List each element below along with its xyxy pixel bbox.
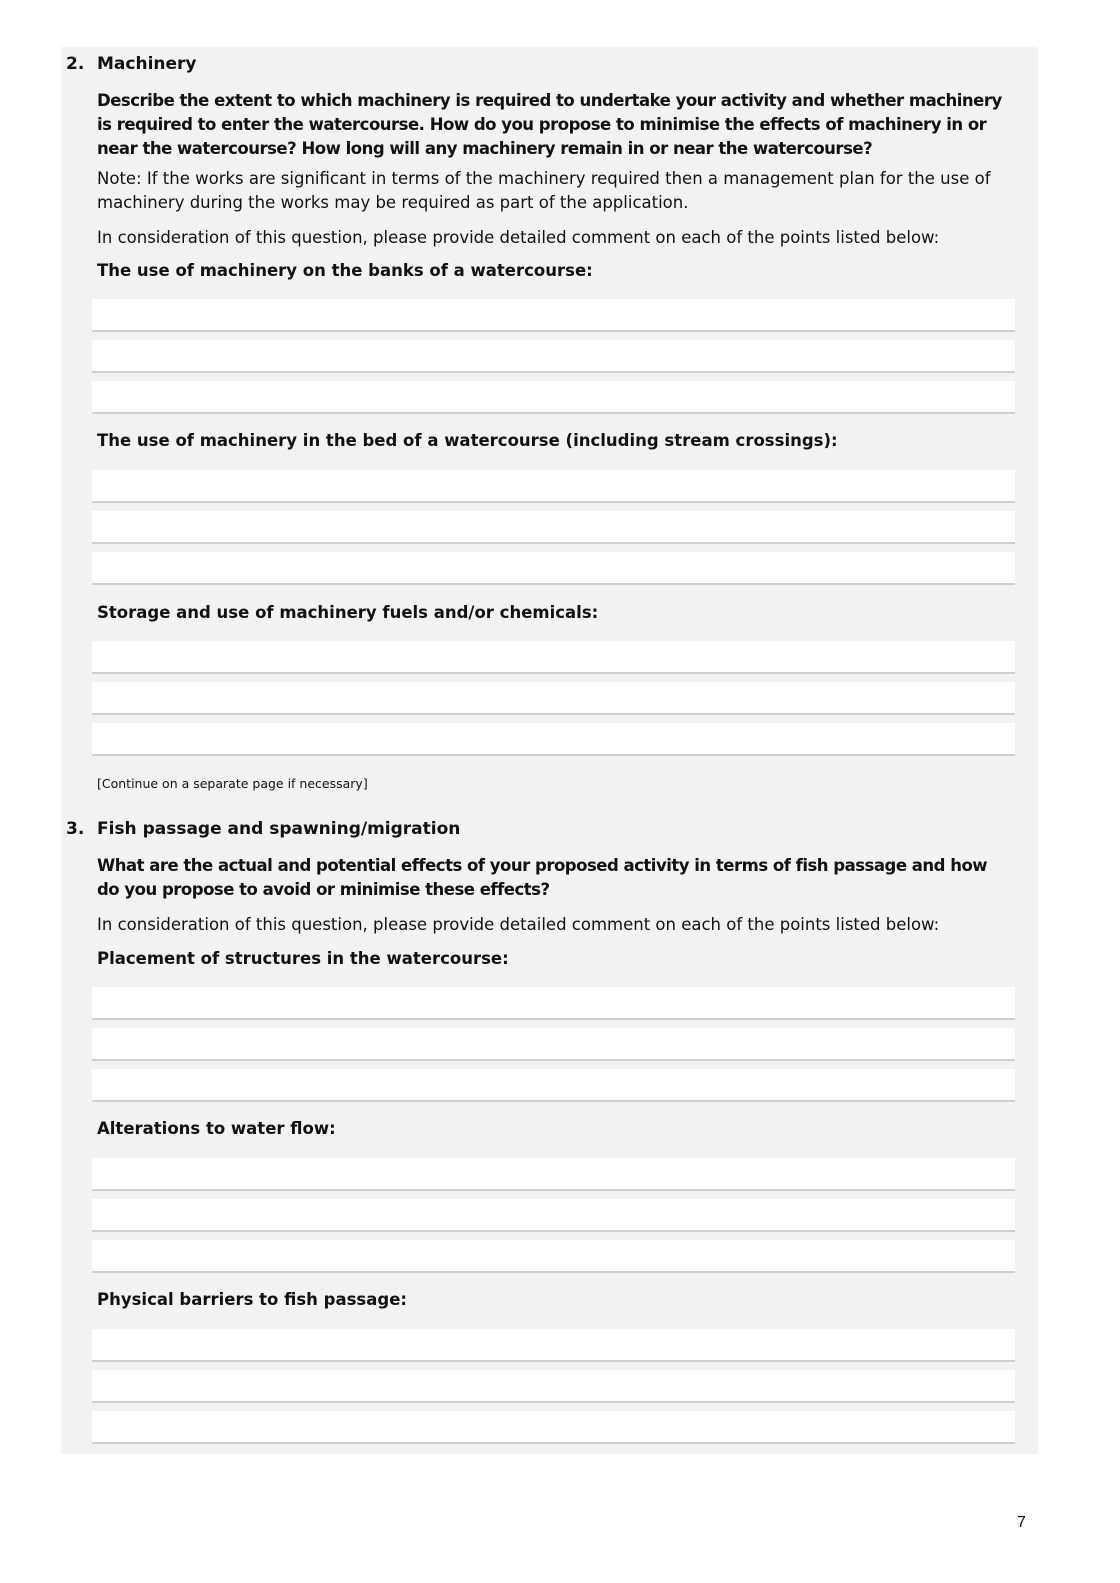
- point-label: The use of machinery in the bed of a watercourse (including stream crossings):: [97, 431, 838, 450]
- page-number: 7: [1017, 1514, 1026, 1531]
- text-field[interactable]: [92, 723, 1015, 756]
- text-field[interactable]: [92, 511, 1015, 544]
- section-number: 2.: [66, 54, 85, 74]
- text-field[interactable]: [92, 682, 1015, 715]
- point-label: Storage and use of machinery fuels and/or chemicals:: [97, 603, 599, 622]
- text-field[interactable]: [92, 1069, 1015, 1102]
- text-field[interactable]: [92, 1240, 1015, 1273]
- point-label: Placement of structures in the watercourse:: [97, 949, 509, 968]
- point-label: Physical barriers to fish passage:: [97, 1290, 407, 1309]
- section-instruction: In consideration of this question, please provide detailed comment on each of the points listed below:: [97, 228, 940, 247]
- text-field[interactable]: [92, 381, 1015, 414]
- text-field[interactable]: [92, 641, 1015, 674]
- text-field[interactable]: [92, 1329, 1015, 1362]
- text-field[interactable]: [92, 1199, 1015, 1232]
- section-title: Machinery: [97, 54, 197, 74]
- continue-note: [Continue on a separate page if necessary]: [97, 776, 368, 791]
- text-field[interactable]: [92, 987, 1015, 1020]
- point-label: The use of machinery on the banks of a watercourse:: [97, 261, 593, 280]
- text-field[interactable]: [92, 1411, 1015, 1444]
- text-field[interactable]: [92, 1028, 1015, 1061]
- section-question: Describe the extent to which machinery is required to undertake your activity and whether machinery is required to enter the watercourse. How do you propose to minimise the effects of machinery in or near the watercourse? How long will any machinery remain in or near the watercourse?: [97, 91, 1002, 158]
- section-title: Fish passage and spawning/migration: [97, 819, 461, 839]
- section-question: What are the actual and potential effects of your proposed activity in terms of fish passage and how do you propose to avoid or minimise these effects?: [97, 856, 988, 899]
- point-label: Alterations to water flow:: [97, 1119, 336, 1138]
- section-number: 3.: [66, 819, 85, 839]
- text-field[interactable]: [92, 340, 1015, 373]
- section-instruction: In consideration of this question, please provide detailed comment on each of the points listed below:: [97, 915, 940, 934]
- text-field[interactable]: [92, 299, 1015, 332]
- text-field[interactable]: [92, 1370, 1015, 1403]
- text-field[interactable]: [92, 552, 1015, 585]
- text-field[interactable]: [92, 1158, 1015, 1191]
- section-note: Note: If the works are significant in terms of the machinery required then a management plan for the use of machinery during the works may be required as part of the application.: [97, 169, 991, 212]
- text-field[interactable]: [92, 470, 1015, 503]
